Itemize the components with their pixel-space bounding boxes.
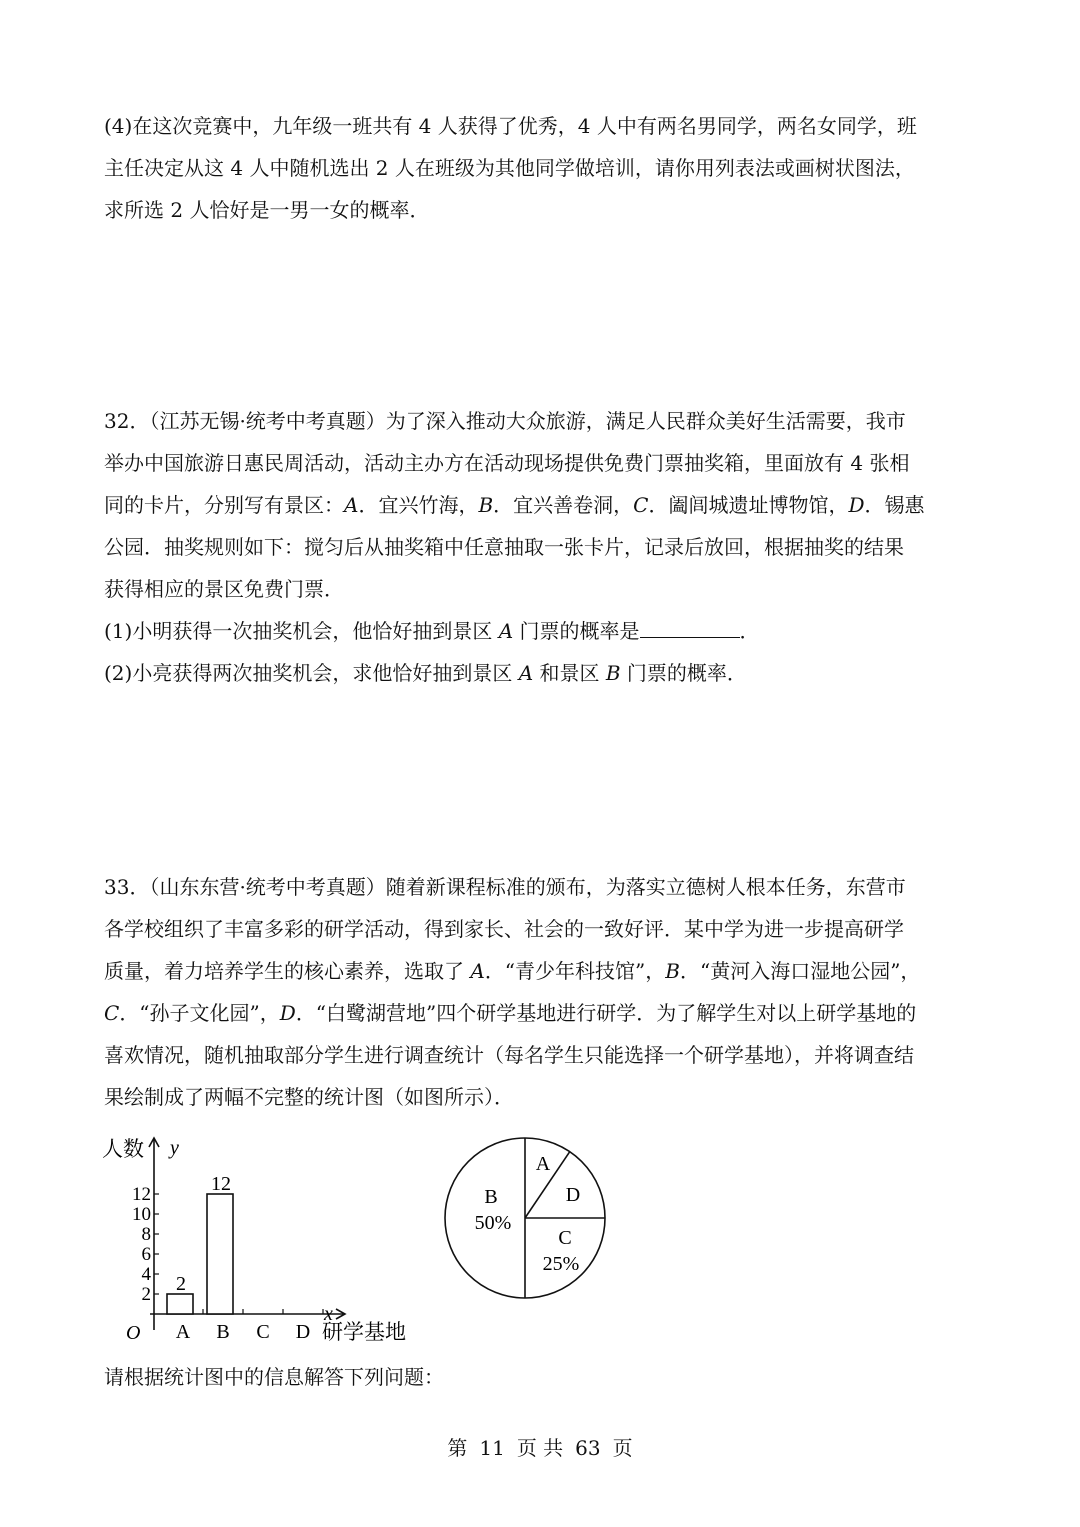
y-tick-label-2: 2 xyxy=(141,1284,151,1305)
q33-after-chart xyxy=(104,1356,984,1398)
x-tick-label-D: D xyxy=(295,1321,311,1343)
q32-part-1: (1)小明获得一次抽奖机会，他恰好抽到景区 A 门票的概率是 ． xyxy=(104,619,760,643)
q33-line-5: 喜欢情况，随机抽取部分学生进行调查统计（每名学生只能选择一个研学基地），并将调查结 xyxy=(104,1043,914,1067)
y-tick-label-12: 12 xyxy=(132,1184,151,1205)
x-tick-label-C: C xyxy=(256,1321,270,1343)
q32-line-4: 公园．抽奖规则如下：搅匀后从抽奖箱中任意抽取一张卡片，记录后放回，根据抽奖的结果 xyxy=(104,535,904,559)
footer-prefix: 第 xyxy=(447,1436,468,1460)
x-axis-letter: x xyxy=(324,1303,333,1325)
q31-line-3: 求所选 2 人恰好是一男一女的概率． xyxy=(104,198,430,222)
q32-line-3: 同的卡片，分别写有景区：A．宜兴竹海，B．宜兴善卷洞，C．阖闾城遗址博物馆，D．锡惠 xyxy=(104,493,925,517)
footer-suffix: 页 xyxy=(612,1436,633,1460)
pie-chart xyxy=(435,1130,620,1315)
y-tick-label-6: 6 xyxy=(141,1244,151,1265)
q31-part4-text xyxy=(104,105,984,231)
y-tick-label-10: 10 xyxy=(132,1204,151,1225)
footer-middle: 页 共 xyxy=(516,1436,564,1460)
q33-line-6: 果绘制成了两幅不完整的统计图（如图所示）． xyxy=(104,1085,514,1109)
q32-text xyxy=(104,400,984,694)
bar-B xyxy=(207,1194,233,1314)
footer-total-pages: 63 xyxy=(575,1436,601,1460)
y-tick-label-4: 4 xyxy=(141,1264,151,1285)
q33-line-3: 质量，着力培养学生的核心素养，选取了 A．“青少年科技馆”，B．“黄河入海口湿地公园”， xyxy=(104,959,921,983)
q32-part-2: (2)小亮获得两次抽奖机会，求他恰好抽到景区 A 和景区 B 门票的概率． xyxy=(104,661,747,685)
y-axis-label: 人数 xyxy=(102,1137,144,1161)
bar-value-label-A: 2 xyxy=(176,1273,186,1295)
q33-instruction: 请根据统计图中的信息解答下列问题： xyxy=(104,1365,444,1389)
footer-page-number: 11 xyxy=(479,1436,505,1460)
q32-line-2: 举办中国旅游日惠民周活动，活动主办方在活动现场提供免费门票抽奖箱，里面放有 4 张相 xyxy=(104,451,910,475)
x-tick-label-B: B xyxy=(216,1321,230,1343)
bar-chart xyxy=(90,1130,430,1345)
pie-label-B: B xyxy=(484,1186,498,1208)
q33-text xyxy=(104,866,984,1118)
answer-blank[interactable] xyxy=(640,619,740,638)
q31-line-1: (4)在这次竞赛中，九年级一班共有 4 人获得了优秀，4 人中有两名男同学，两名女同学，班 xyxy=(104,114,917,138)
pie-percent-C: 25% xyxy=(542,1253,580,1275)
x-tick-label-A: A xyxy=(175,1321,191,1343)
pie-label-D: D xyxy=(565,1184,581,1206)
bar-value-label-B: 12 xyxy=(211,1173,231,1195)
y-tick-label-8: 8 xyxy=(141,1224,151,1245)
y-axis-letter: y xyxy=(170,1137,179,1159)
x-axis-label: 研学基地 xyxy=(322,1320,406,1344)
pie-label-A: A xyxy=(535,1153,551,1175)
pie-label-C: C xyxy=(558,1227,572,1249)
bar-A xyxy=(167,1294,193,1314)
page-footer xyxy=(0,1432,1080,1461)
q33-line-2: 各学校组织了丰富多彩的研学活动，得到家长、社会的一致好评．某中学为进一步提高研学 xyxy=(104,917,904,941)
q33-line-4: C．“孙子文化园”，D．“白鹭湖营地”四个研学基地进行研学．为了解学生对以上研学基地的 xyxy=(104,1001,917,1025)
q32-line-1: 32．（江苏无锡·统考中考真题）为了深入推动大众旅游，满足人民群众美好生活需要，我市 xyxy=(104,409,906,433)
q32-line-5: 获得相应的景区免费门票． xyxy=(104,577,344,601)
origin-label: O xyxy=(126,1322,141,1344)
q31-line-2: 主任决定从这 4 人中随机选出 2 人在班级为其他同学做培训，请你用列表法或画树状图法， xyxy=(104,156,915,180)
pie-percent-B: 50% xyxy=(474,1212,512,1234)
q33-line-1: 33．（山东东营·统考中考真题）随着新课程标准的颁布，为落实立德树人根本任务，东营市 xyxy=(104,875,906,899)
